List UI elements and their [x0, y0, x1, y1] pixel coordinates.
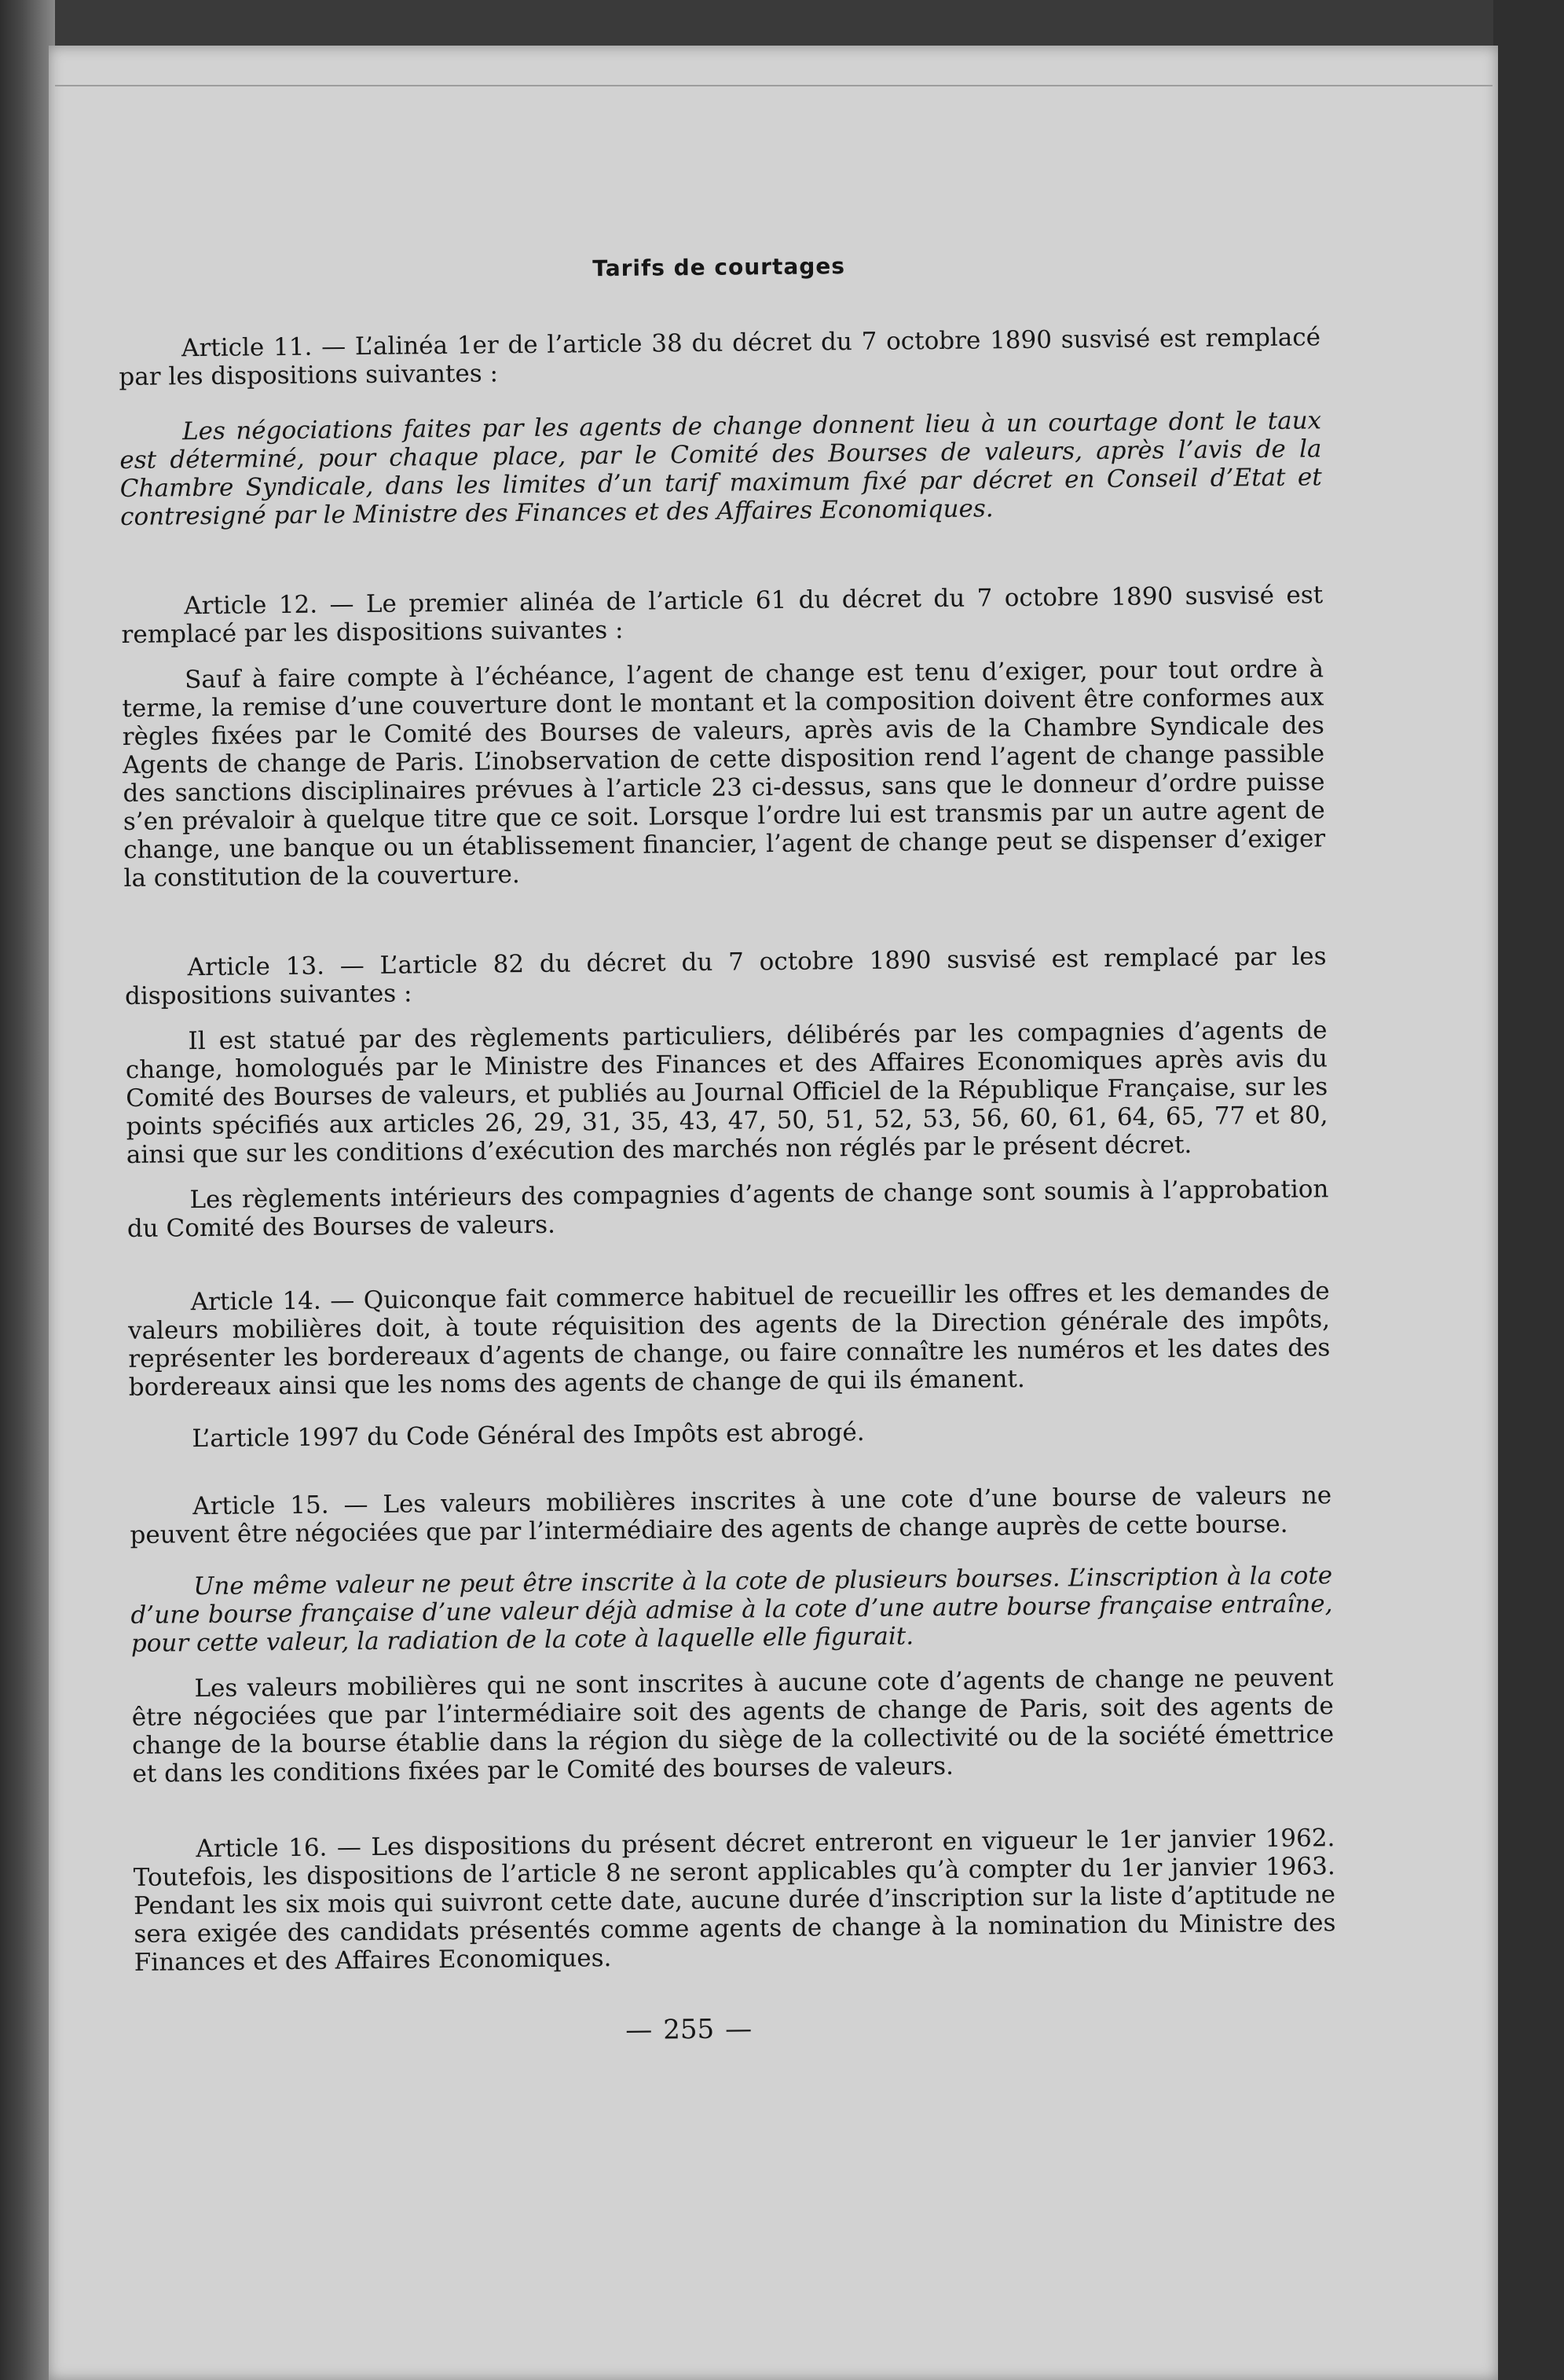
article-14-body: L’article 1997 du Code Général des Impôts est abrogé. — [192, 1417, 865, 1454]
article-11-quoted-text: Les négociations faites par les agents de change donnent lieu à un courtage dont le taux est déterminé, pour chaque place, par le Comité des Bourses de valeurs, après l’avis de la Chambre Syndicale, dans les limites d’un tarif maximum fixé par décret en Conseil d’Etat et contresigné par le Ministre des Finances et des Affaires Economiques. — [119, 406, 1322, 531]
article-12-body: Sauf à faire compte à l’échéance, l’agent de change est tenu d’exiger, pour tout ordre à terme, la remise d’une couverture dont le montant et la composition doivent être conformes aux règles fixées par le Comité des Bourses de valeurs, après avis de la Chambre Syndicale des Agents de change de Paris. L’inobservation de cette disposition rend l’agent de change passible des sanctions disciplinaires prévues à l’article 23 ci-dessus, sans que le donneur d’ordre puisse s’en prévaloir à quelque titre que ce soit. Lorsque l’ordre lui est transmis par un autre agent de change, une banque ou un établissement financier, l’agent de change peut se dispenser d’exiger la constitution de la couverture. — [122, 655, 1326, 893]
article-14-heading: Article 14. — Quiconque fait commerce habituel de recueillir les offres et les demandes de valeurs mobilières doit, à toute réquisition des agents de la Direction générale des impôts, représenter les bordereaux d’agents de change, ou faire connaître les numéros et les dates des bordereaux ainsi que les noms des agents de change de qui ils émanent. — [127, 1277, 1331, 1402]
article-12-heading: Article 12. — Le premier alinéa de l’article 61 du décret du 7 octobre 1890 susvisé est remplacé par les dispositions suivantes : — [121, 581, 1324, 649]
scan-background — [1493, 0, 1564, 2380]
book-gutter — [0, 0, 55, 2380]
article-15-heading: Article 15. — Les valeurs mobilières inscrites à une cote d’une bourse de valeurs ne peuvent être négociées que par l’intermédiaire des agents de change auprès de cette bourse. — [130, 1481, 1332, 1549]
article-13-heading: Article 13. — L’article 82 du décret du 7 octobre 1890 susvisé est remplacé par les dispositions suivantes : — [124, 942, 1327, 1010]
article-13-body-2: Les règlements intérieurs des compagnies d’agents de change sont soumis à l’approbation du Comité des Bourses de valeurs. — [126, 1175, 1329, 1243]
page-title: Tarifs de courtages — [592, 253, 846, 282]
article-11-heading: Article 11. — L’alinéa 1er de l’article 38 du décret du 7 octobre 1890 susvisé est remplacé par les dispositions suivantes : — [119, 323, 1321, 391]
article-16-heading: Article 16. — Les dispositions du présent décret entreront en vigueur le 1er janvier 1962. Toutefois, les dispositions de l’article 8 ne seront applicables qu’à compter du 1er janvier 1963. Pendant les six mois qui suivront cette date, aucune durée d’inscription sur la liste d’aptitude ne sera exigée des candidats présentés comme agents de change à la nomination du Ministre des Finances et des Affaires Economiques. — [133, 1824, 1336, 1977]
article-15-body: Les valeurs mobilières qui ne sont inscrites à aucune cote d’agents de change ne peuvent être négociées que par l’intermédiaire soit des agents de change de Paris, soit des agents de change de la bourse établie dans la région du siège de la collectivité ou de la société émettrice et dans les conditions fixées par le Comité des bourses de valeurs. — [131, 1663, 1335, 1788]
article-13-body-1: Il est statué par des règlements particuliers, délibérés par les compagnies d’agents de change, homologués par le Ministre des Finances et des Affaires Economiques après avis du Comité des Bourses de valeurs, et publiés au Journal Officiel de la République Française, sur les points spécifiés aux articles 26, 29, 31, 35, 43, 47, 50, 51, 52, 53, 56, 60, 61, 64, 65, 77 et 80, ainsi que sur les conditions d’exécution des marchés non réglés par le présent décret. — [125, 1016, 1328, 1169]
page-number: — 255 — — [88, 2010, 1290, 2050]
article-15-quoted-text: Une même valeur ne peut être inscrite à la cote de plusieurs bourses. L’inscription à la cote d’une bourse française d’une valeur déjà admise à la cote d’une autre bourse française entraîne, pour cette valeur, la radiation de la cote à laquelle elle figurait. — [130, 1561, 1333, 1658]
page-edge-line — [55, 85, 1493, 86]
page-content — [118, 248, 1337, 2049]
